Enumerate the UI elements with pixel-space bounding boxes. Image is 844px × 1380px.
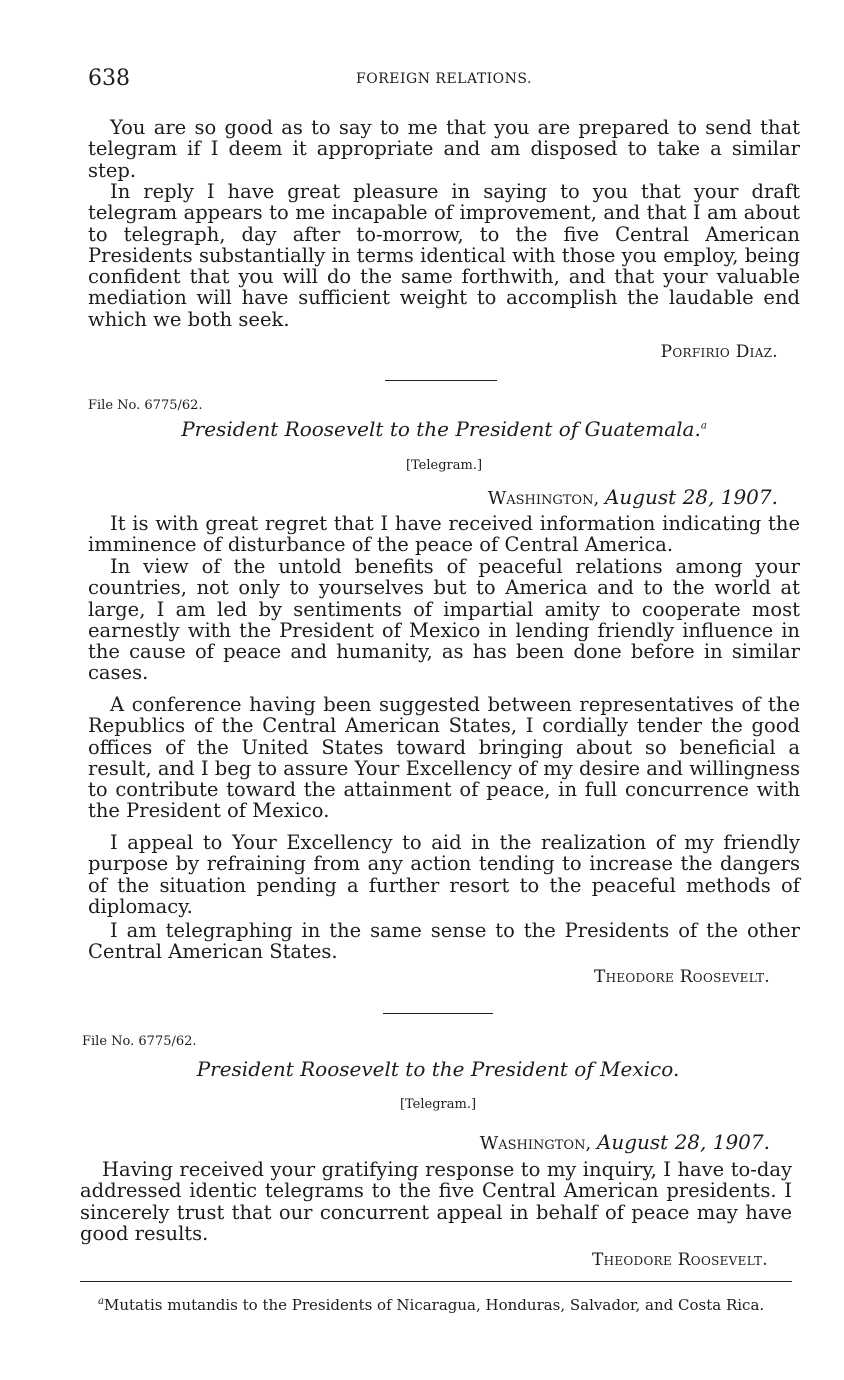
footnote-marker: a	[98, 1296, 104, 1307]
dateline-date: August 28, 1907.	[604, 485, 778, 509]
page-number: 638	[88, 66, 130, 91]
dateline	[82, 1130, 770, 1154]
dateline-place: Washington,	[479, 1133, 592, 1154]
paragraph: Having received your gratifying response to my inquiry, I have to-day addressed identic telegrams to the five Central American presidents. I sincerely trust that our concurrent appeal in behalf of peace may have good results.	[80, 1158, 792, 1245]
paragraph: A conference having been suggested between representatives of the Republics of the Central American States, I cordially tender the good offices of the United States toward bringing about so beneficial a result, and I beg to assure Your Excellency of my desire and willingness to contribute toward the attainment of peace, in full concurrence with the President of Mexico.	[88, 693, 800, 823]
document-title	[82, 1057, 794, 1081]
dateline-date: August 28, 1907.	[596, 1130, 770, 1154]
paragraph: You are so good as to say to me that you are prepared to send that telegram if I deem it appropriate and am disposed to take a similar step.	[88, 116, 800, 182]
paragraph: It is with great regret that I have received information indicating the imminence of disturbance of the peace of Central America.	[88, 512, 800, 557]
paragraph: I appeal to Your Excellency to aid in the realization of my friendly purpose by refraining from any action tending to increase the dangers of the situation pending a further resort to the peaceful methods of diplomacy.	[88, 831, 800, 918]
document-title	[88, 417, 800, 441]
signature-text: Porfirio Diaz.	[660, 342, 778, 362]
paragraph: I am telegraphing in the same sense to the Presidents of the other Central American States.	[88, 919, 800, 964]
paragraph: In view of the untold benefits of peaceful relations among your countries, not only to yourselves but to America and to the world at large, I am led by sentiments of impartial amity to cooperate most earnestly with the President of Mexico in lending friendly influence in the cause of peace and humanity, as has been done before in similar cases.	[88, 555, 800, 685]
telegram-label: [Telegram.]	[399, 1097, 477, 1112]
section-divider	[383, 1013, 493, 1014]
footnote-marker: a	[700, 420, 707, 432]
signature-text: Theodore Roosevelt.	[593, 967, 770, 987]
dateline-place: Washington,	[487, 488, 600, 509]
file-number: File No. 6775/62.	[88, 398, 203, 413]
paragraph: In reply I have great pleasure in saying to you that your draft telegram appears to me incapable of improvement, and that I am about to telegraph, day after to-morrow, to the five Central American Presidents substantially in terms identical with those you employ, being confident that you will do the same forthwith, and that your valuable mediation will have sufficient weight to accomplish the laudable end which we both seek.	[88, 180, 800, 331]
signature	[80, 1250, 768, 1270]
signature-text: Theodore Roosevelt.	[591, 1250, 768, 1270]
footnote-text: Mutatis mutandis to the Presidents of Nicaragua, Honduras, Salvador, and Costa Rica.	[103, 1296, 765, 1314]
footnote	[80, 1292, 792, 1315]
running-head: FOREIGN RELATIONS.	[356, 71, 532, 87]
dateline	[88, 485, 778, 509]
title-text: President Roosevelt to the President of Mexico.	[196, 1057, 680, 1081]
file-number: File No. 6775/62.	[82, 1034, 197, 1049]
signature	[88, 967, 770, 987]
footnote-rule	[80, 1281, 792, 1282]
title-text: President Roosevelt to the President of Guatemala.	[181, 417, 701, 441]
page-header	[88, 66, 800, 96]
telegram-label: [Telegram.]	[405, 458, 483, 473]
section-divider	[385, 380, 497, 381]
signature	[88, 342, 778, 362]
